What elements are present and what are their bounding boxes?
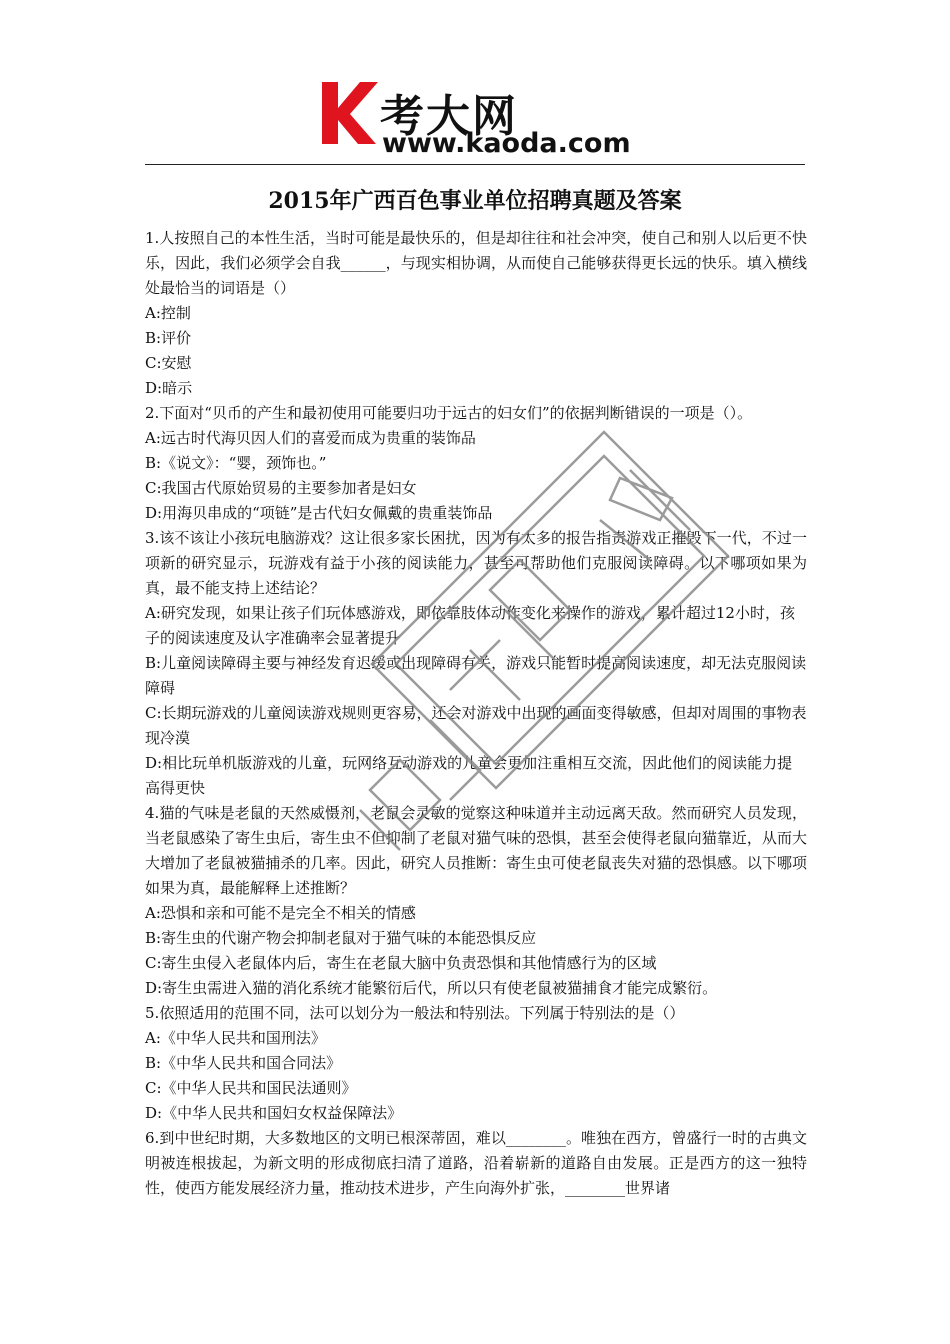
question-option: A:恐惧和亲和可能不是完全不相关的情感 xyxy=(145,904,416,922)
question-stem: 4.猫的气味是老鼠的天然威慑剂，老鼠会灵敏的觉察这种味道并主动远离天敌。然而研究人员发现，当老鼠感染了寄生虫后，寄生虫不但抑制了老鼠对猫气味的恐惧，甚至会使得老鼠向猫靠近，从而大大增加了老鼠被猫捕杀的几率。因此，研究人员推断：寄生虫可使老鼠丧失对猫的恐惧感。以下哪项如果为真，最能解释上述推断？ xyxy=(145,804,807,897)
question-stem: 2.下面对“贝币的产生和最初使用可能要归功于远古的妇女们”的依据判断错误的一项是（）。 xyxy=(145,404,753,422)
question-stem: 3.该不该让小孩玩电脑游戏？这让很多家长困扰，因为有太多的报告指责游戏正摧毁下一代，不过一项新的研究显示，玩游戏有益于小孩的阅读能力，甚至可帮助他们克服阅读障碍。以下哪项如果为真，最不能支持上述结论？ xyxy=(145,529,807,597)
question-option: A:《中华人民共和国刑法》 xyxy=(145,1029,326,1047)
question-option: C:我国古代原始贸易的主要参加者是妇女 xyxy=(145,479,417,497)
question-option: A:远古时代海贝因人们的喜爱而成为贵重的装饰品 xyxy=(145,429,476,447)
question-stem: 5.依照适用的范围不同，法可以划分为一般法和特别法。下列属于特别法的是（） xyxy=(145,1004,685,1022)
question-option: C:安慰 xyxy=(145,354,192,372)
question-option: C:《中华人民共和国民法通则》 xyxy=(145,1079,357,1097)
question-option: D:暗示 xyxy=(145,379,193,397)
question-option: D:寄生虫需进入猫的消化系统才能繁衍后代，所以只有使老鼠被猫捕食才能完成繁衍。 xyxy=(145,979,718,997)
question-option: B:儿童阅读障碍主要与神经发育迟缓或出现障碍有关，游戏只能暂时提高阅读速度，却无法克服阅读障碍 xyxy=(145,654,807,697)
logo-url-text: www.kaoda.com xyxy=(382,128,631,159)
header-divider xyxy=(145,164,805,165)
question-option: B:《说文》：“婴，颈饰也。” xyxy=(145,454,327,472)
question-option: C:长期玩游戏的儿童阅读游戏规则更容易，还会对游戏中出现的画面变得敏感，但却对周围的事物表现冷漠 xyxy=(145,704,807,747)
question-option: D:《中华人民共和国妇女权益保障法》 xyxy=(145,1104,403,1122)
question-option: D:用海贝串成的“项链”是古代妇女佩戴的贵重装饰品 xyxy=(145,504,493,522)
logo-chinese-text: 考大网 xyxy=(380,91,518,142)
question-list xyxy=(145,226,807,1201)
question-option: B:评价 xyxy=(145,329,192,347)
page-header xyxy=(0,0,950,170)
question-option: B:寄生虫的代谢产物会抑制老鼠对于猫气味的本能恐惧反应 xyxy=(145,929,537,947)
question-stem: 6.到中世纪时期，大多数地区的文明已根深蒂固，难以________。唯独在西方，曾盛行一时的古典文明被连根拔起，为新文明的形成彻底扫清了道路，沿着崭新的道路自由发展。正是西方的这一独特性，使西方能发展经济力量，推动技术进步，产生向海外扩张，________世界诸 xyxy=(145,1129,807,1197)
kaoda-logo-mark xyxy=(318,78,380,152)
question-option: D:相比玩单机版游戏的儿童，玩网络互动游戏的儿童会更加注重相互交流，因此他们的阅读能力提高得更快 xyxy=(145,754,793,797)
question-option: A:研究发现，如果让孩子们玩体感游戏，即依靠肢体动作变化来操作的游戏，累计超过12小时，孩子的阅读速度及认字准确率会显著提升 xyxy=(145,604,795,647)
question-option: B:《中华人民共和国合同法》 xyxy=(145,1054,342,1072)
question-option: A:控制 xyxy=(145,304,191,322)
question-option: C:寄生虫侵入老鼠体内后，寄生在老鼠大脑中负责恐惧和其他情感行为的区域 xyxy=(145,954,657,972)
question-stem: 1.人按照自己的本性生活，当时可能是最快乐的，但是却往往和社会冲突，使自己和别人以后更不快乐，因此，我们必须学会自我______，与现实相协调，从而使自己能够获得更长远的快乐。填入横线处最恰当的词语是（） xyxy=(145,229,807,297)
document-title: 2015年广西百色事业单位招聘真题及答案 xyxy=(268,188,682,214)
